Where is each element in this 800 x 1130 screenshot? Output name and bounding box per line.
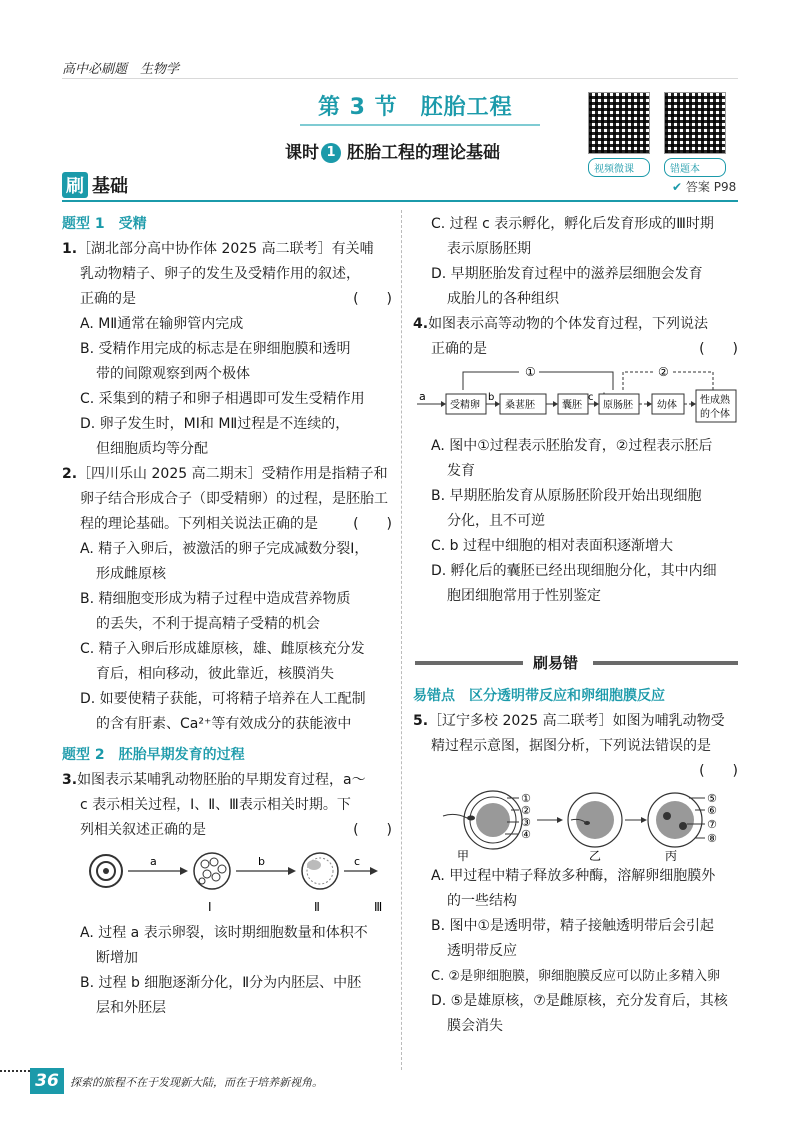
- option-b-cont: 分化，且不可逆: [447, 513, 545, 529]
- node-adult-1: 性成熟: [700, 395, 730, 406]
- q1-stem-2: 乳动物精子、卵子的发生及受精作用的叙述，: [80, 266, 360, 282]
- q1-stem-3: 正确的是: [80, 291, 136, 307]
- right-column: [413, 212, 738, 609]
- option-b[interactable]: B. 早期胚胎发育从原肠胚阶段开始出现细胞: [431, 488, 702, 504]
- circle-1-label: ①: [525, 365, 536, 379]
- option-d-cont: 胞团细胞常用于性别鉴定: [447, 588, 601, 604]
- column-divider: [401, 210, 402, 1070]
- answer-ref-text: 答案 P98: [685, 180, 737, 194]
- qr-video[interactable]: [588, 92, 650, 177]
- question-number: 5.: [413, 713, 429, 729]
- fertilization-figure: [413, 786, 738, 862]
- stage-bing-label: 丙: [665, 849, 678, 862]
- marker-5: ⑤: [707, 792, 717, 805]
- option-b[interactable]: B. 精细胞变形成为精子过程中造成营养物质: [80, 591, 351, 607]
- label-c: c: [354, 855, 361, 868]
- marker-7: ⑦: [707, 818, 717, 831]
- node-adult-2: 的个体: [700, 409, 730, 420]
- section-heading: [62, 172, 128, 198]
- check-icon: ✔: [672, 180, 683, 194]
- brush-icon: 刷: [62, 172, 88, 198]
- option-c[interactable]: C. 精子入卵后形成雄原核，雄、雌原核充分发: [80, 641, 365, 657]
- q4-stem-1: 如图表示高等动物的个体发育过程，下列说法: [428, 316, 709, 332]
- circle-2-label: ②: [658, 365, 669, 379]
- qr-code-icon[interactable]: [588, 92, 650, 154]
- option-d[interactable]: D. 卵子发生时，MⅠ和 MⅡ过程是不连续的，: [80, 416, 350, 432]
- option-c[interactable]: C. ②是卵细胞膜，卵细胞膜反应可以防止多精入卵: [431, 969, 720, 984]
- question-number: 4.: [413, 316, 429, 332]
- embryo-development-figure: [62, 847, 392, 917]
- marker-1: ①: [521, 792, 531, 805]
- lesson-name: 胚胎工程的理论基础: [347, 143, 500, 163]
- lesson-number-badge: 1: [321, 143, 341, 163]
- answer-ref[interactable]: [672, 178, 736, 195]
- node-larva: 幼体: [657, 400, 677, 411]
- stage-jia-icon: [443, 791, 522, 849]
- option-b[interactable]: B. 受精作用完成的标志是在卵细胞膜和透明: [80, 341, 351, 357]
- option-c[interactable]: C. b 过程中细胞的相对表面积逐渐增大: [431, 538, 674, 554]
- morula-icon: [194, 853, 230, 889]
- q2-stem-2: 卵子结合形成合子（即受精卵）的过程，是胚胎工: [80, 491, 388, 507]
- answer-blank[interactable]: ( ): [699, 341, 738, 357]
- stage-yi-label: 乙: [589, 849, 602, 862]
- lesson-title: [285, 138, 500, 163]
- answer-blank[interactable]: ( ): [699, 763, 738, 779]
- question-number: 3.: [62, 772, 78, 788]
- q3-option-d[interactable]: D. 早期胚胎发育过程中的滋养层细胞会发育: [431, 266, 703, 282]
- question-type-heading: 题型 1 受精: [62, 216, 147, 232]
- stage-label-iii: Ⅲ: [374, 900, 383, 914]
- error-point-heading: 易错点 区分透明带反应和卵细胞膜反应: [413, 688, 665, 704]
- right-column-lower: [413, 684, 738, 1039]
- option-d-cont: 膜会消失: [447, 1018, 503, 1034]
- q3-stem-2: c 表示相关过程，Ⅰ、Ⅱ、Ⅲ表示相关时期。下: [80, 797, 351, 813]
- development-flow-figure: [413, 364, 738, 430]
- q3-option-c[interactable]: C. 过程 c 表示孵化，孵化后发育形成的Ⅲ时期: [431, 216, 714, 232]
- option-b[interactable]: B. 图中①是透明带，精子接触透明带后会引起: [431, 918, 715, 934]
- label-b: b: [258, 855, 265, 868]
- node-gastrula: 原肠胚: [603, 400, 633, 411]
- option-d[interactable]: D. 孵化后的囊胚已经出现细胞分化，其中内细: [431, 563, 717, 579]
- qr-video-label: 视频微课: [588, 158, 650, 177]
- chapter-underline: [300, 124, 540, 126]
- option-a-cont: 的一些结构: [447, 893, 517, 909]
- stage-yi-icon: [568, 793, 622, 847]
- question-1: [62, 237, 392, 462]
- stage-jia-label: 甲: [457, 849, 470, 862]
- label-b: b: [488, 392, 495, 403]
- option-b-cont: 层和外胚层: [96, 1000, 166, 1016]
- option-b-cont: 带的间隙观察到两个极体: [96, 366, 250, 382]
- section-heading-error-prone: [415, 652, 738, 674]
- question-3: [62, 768, 392, 1021]
- question-type-heading: 题型 2 胚胎早期发育的过程: [62, 747, 245, 763]
- q5-stem-1: ［辽宁多校 2025 高二联考］如图为哺乳动物受: [428, 713, 725, 729]
- option-b-cont: 的丢失，不利于提高精子受精的机会: [96, 616, 320, 632]
- option-a[interactable]: A. 甲过程中精子释放多种酶，溶解卵细胞膜外: [431, 868, 716, 884]
- question-number: 2.: [62, 466, 78, 482]
- option-a-cont: 断增加: [96, 950, 138, 966]
- question-number: 1.: [62, 241, 78, 257]
- option-d[interactable]: D. ⑤是雄原核，⑦是雌原核，充分发育后，其核: [431, 993, 728, 1009]
- qr-code-icon[interactable]: [664, 92, 726, 154]
- q1-stem-1: ［湖北部分高中协作体 2025 高二联考］有关哺: [77, 241, 374, 257]
- label-a: a: [150, 855, 157, 868]
- stage-label-i: Ⅰ: [208, 900, 212, 914]
- question-4: [413, 312, 738, 609]
- label-a: a: [419, 390, 426, 403]
- q3-option-d-cont: 成胎儿的各种组织: [447, 291, 559, 307]
- option-a[interactable]: A. 精子入卵后，被激活的卵子完成减数分裂Ⅰ，: [80, 541, 369, 557]
- page-number: 36: [30, 1068, 64, 1094]
- marker-6: ⑥: [707, 804, 717, 817]
- marker-8: ⑧: [707, 832, 717, 845]
- zygote-icon: [90, 855, 122, 887]
- qr-mistakes-label: 错题本: [664, 158, 726, 177]
- option-a[interactable]: A. MⅡ通常在输卵管内完成: [80, 316, 244, 332]
- question-5: [413, 709, 738, 1039]
- q3-stem-3: 列相关叙述正确的是: [80, 822, 206, 838]
- option-b-cont: 透明带反应: [447, 943, 517, 959]
- answer-blank[interactable]: ( ): [353, 291, 392, 307]
- header-rule: [62, 78, 738, 79]
- option-d-cont: 的含有肝素、Ca²⁺等有效成分的获能液中: [96, 716, 352, 732]
- node-blastocyst: 囊胚: [562, 400, 582, 411]
- stage-label-ii: Ⅱ: [314, 900, 320, 914]
- lesson-prefix: 课时: [285, 143, 319, 163]
- chapter-title: 第 3 节 胚胎工程: [318, 95, 513, 120]
- marker-2: ②: [521, 804, 531, 817]
- q2-stem-1: ［四川乐山 2025 高二期末］受精作用是指精子和: [77, 466, 388, 482]
- option-a-cont: 形成雌原核: [96, 566, 166, 582]
- left-column: [62, 212, 392, 1021]
- section-heading-text: 基础: [92, 176, 128, 197]
- label-c: c: [588, 392, 594, 403]
- option-b[interactable]: B. 过程 b 细胞逐渐分化，Ⅱ分为内胚层、中胚: [80, 975, 362, 991]
- series-title: 高中必刷题 生物学: [62, 62, 180, 77]
- option-d-cont: 但细胞质均等分配: [96, 441, 208, 457]
- option-c[interactable]: C. 采集到的精子和卵子相遇即可发生受精作用: [80, 391, 365, 407]
- footer-motto: 探索的旅程不在于发现新大陆，而在于培养新视角。: [70, 1076, 323, 1089]
- stage-bing-icon: [648, 793, 702, 847]
- option-d[interactable]: D. 如要使精子获能，可将精子培养在人工配制: [80, 691, 366, 707]
- footer-dots: [0, 1070, 30, 1072]
- blastocyst-icon: [302, 853, 338, 889]
- option-c-cont: 育后，相向移动，彼此靠近，核膜消失: [96, 666, 334, 682]
- answer-blank[interactable]: ( ): [353, 516, 392, 532]
- question-2: [62, 462, 392, 737]
- node-zygote: 受精卵: [450, 400, 480, 411]
- section-heading-text: 刷易错: [533, 654, 579, 672]
- answer-blank[interactable]: ( ): [353, 822, 392, 838]
- q3-option-c-cont: 表示原肠胚期: [447, 241, 531, 257]
- section-rule: [62, 200, 738, 202]
- marker-3: ③: [521, 816, 531, 829]
- option-a[interactable]: A. 过程 a 表示卵裂，该时期细胞数量和体积不: [80, 925, 368, 941]
- marker-4: ④: [521, 828, 531, 841]
- option-a[interactable]: A. 图中①过程表示胚胎发育，②过程表示胚后: [431, 438, 713, 454]
- qr-mistakes[interactable]: [664, 92, 726, 177]
- node-morula: 桑葚胚: [505, 400, 535, 411]
- q5-stem-2: 精过程示意图，据图分析，下列说法错误的是: [431, 738, 711, 754]
- q3-stem-1: 如图表示某哺乳动物胚胎的早期发育过程，a～: [77, 772, 366, 788]
- q4-stem-2: 正确的是: [431, 341, 487, 357]
- q2-stem-3: 程的理论基础。下列相关说法正确的是: [80, 516, 318, 532]
- option-a-cont: 发育: [447, 463, 475, 479]
